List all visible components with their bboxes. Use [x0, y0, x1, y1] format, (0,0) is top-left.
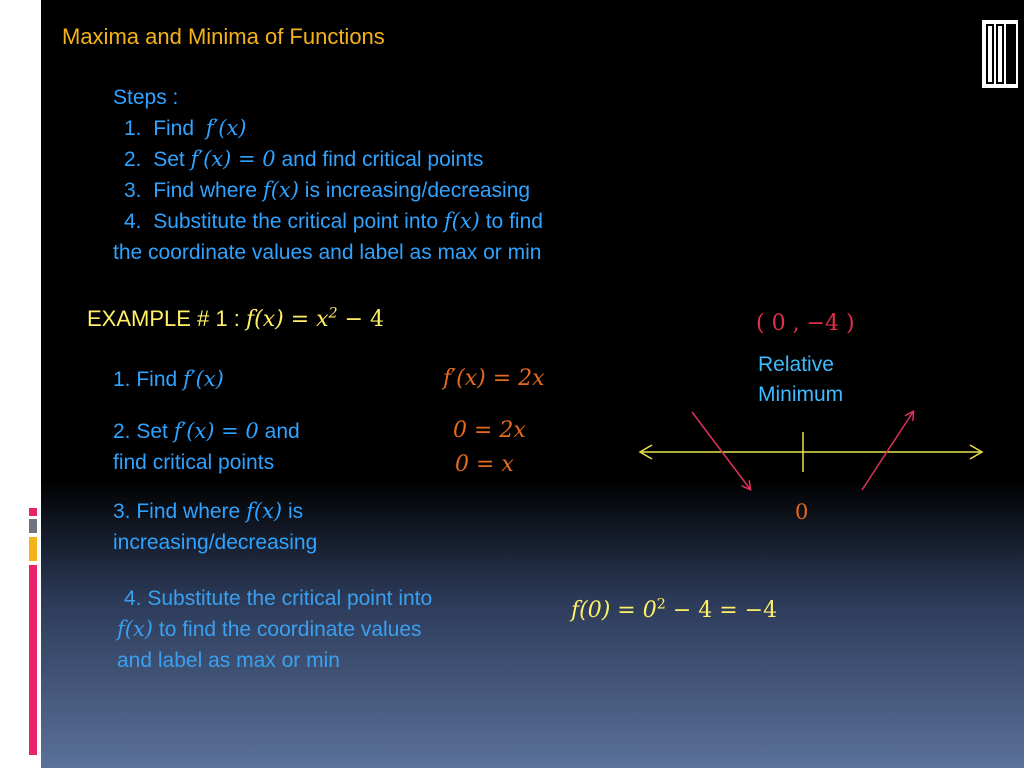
example-step-4-after: to find the coordinate values — [158, 618, 422, 641]
step-2-num: 2. — [124, 148, 142, 171]
step-4-after: to find — [485, 210, 543, 233]
step-1 — [124, 116, 247, 141]
example-step-1-label: 1. Find — [113, 368, 178, 391]
example-step-2-answer-2: 0 = x — [455, 452, 514, 477]
accent-bar-pink-long — [29, 565, 37, 755]
critical-point-coordinate: ( 0 , −4 ) — [756, 311, 855, 336]
example-step-3-line2: increasing/decreasing — [113, 531, 318, 554]
sign-diagram — [630, 400, 990, 500]
example-step-3-after: is — [287, 500, 304, 523]
relative-label-line2: Minimum — [758, 383, 844, 406]
example-function: $f(x) = x^2 - 4$ — [245, 305, 385, 332]
step-3-after: is increasing/decreasing — [304, 179, 531, 202]
example-step-3 — [113, 499, 303, 524]
accent-bar-yellow — [29, 537, 37, 561]
document-stack-icon — [980, 18, 1020, 90]
step-3-math: f(x) — [262, 178, 299, 202]
example-step-2-after: and — [264, 420, 300, 443]
relative-label-line1: Relative — [758, 353, 834, 376]
step-1-num: 1. — [124, 117, 142, 140]
slide-title: Maxima and Minima of Functions — [62, 24, 385, 49]
step-3-num: 3. — [124, 179, 142, 202]
example-step-2 — [113, 419, 300, 444]
step-4-num: 4. — [124, 210, 142, 233]
decreasing-arrow — [692, 412, 750, 489]
example-step-2-math: f′(x) = 0 — [173, 419, 259, 443]
accent-bar-gray — [29, 519, 37, 533]
step-4-math: f(x) — [443, 209, 480, 233]
step-2-text: Set — [153, 148, 185, 171]
step-1-text: Find — [153, 117, 195, 140]
step-4-line2: the coordinate values and label as max or min — [113, 241, 542, 264]
example-step-4-line2 — [117, 617, 422, 642]
example-label: EXAMPLE # 1 : — [87, 306, 240, 331]
accent-bar-pink-small — [29, 508, 37, 516]
example-step-4-math: f(x) — [117, 617, 154, 641]
step-2 — [124, 147, 483, 172]
example-step-4-line1: 4. Substitute the critical point into — [124, 587, 433, 610]
step-3 — [124, 178, 530, 203]
increasing-arrow — [862, 412, 913, 490]
step-2-math: f′(x) = 0 — [190, 147, 276, 171]
example-step-2-answer-1: 0 = 2x — [453, 418, 526, 443]
example-step-2-label: 2. Set — [113, 420, 168, 443]
step-2-after: and find critical points — [281, 148, 484, 171]
steps-heading: Steps : — [113, 86, 179, 109]
example-step-2-line2: find critical points — [113, 451, 275, 474]
step-3-text: Find where — [153, 179, 258, 202]
example-step-3-label: 3. Find where — [113, 500, 241, 523]
number-line-zero-label: 0 — [795, 500, 809, 524]
example-step-1-answer: f′(x) = 2x — [443, 366, 545, 391]
example-step-1-math: f′(x) — [183, 367, 224, 391]
example-step-4-line3: and label as max or min — [117, 649, 340, 672]
step-4 — [124, 209, 543, 234]
example-step-3-math: f(x) — [246, 499, 283, 523]
example-step-1 — [113, 367, 224, 392]
step-4-text: Substitute the critical point into — [153, 210, 439, 233]
step-1-math: f′(x) — [205, 116, 247, 140]
example-step-4-answer: $f(0) = 0^2 - 4 = -4$ — [571, 596, 778, 623]
example-heading — [87, 306, 384, 333]
